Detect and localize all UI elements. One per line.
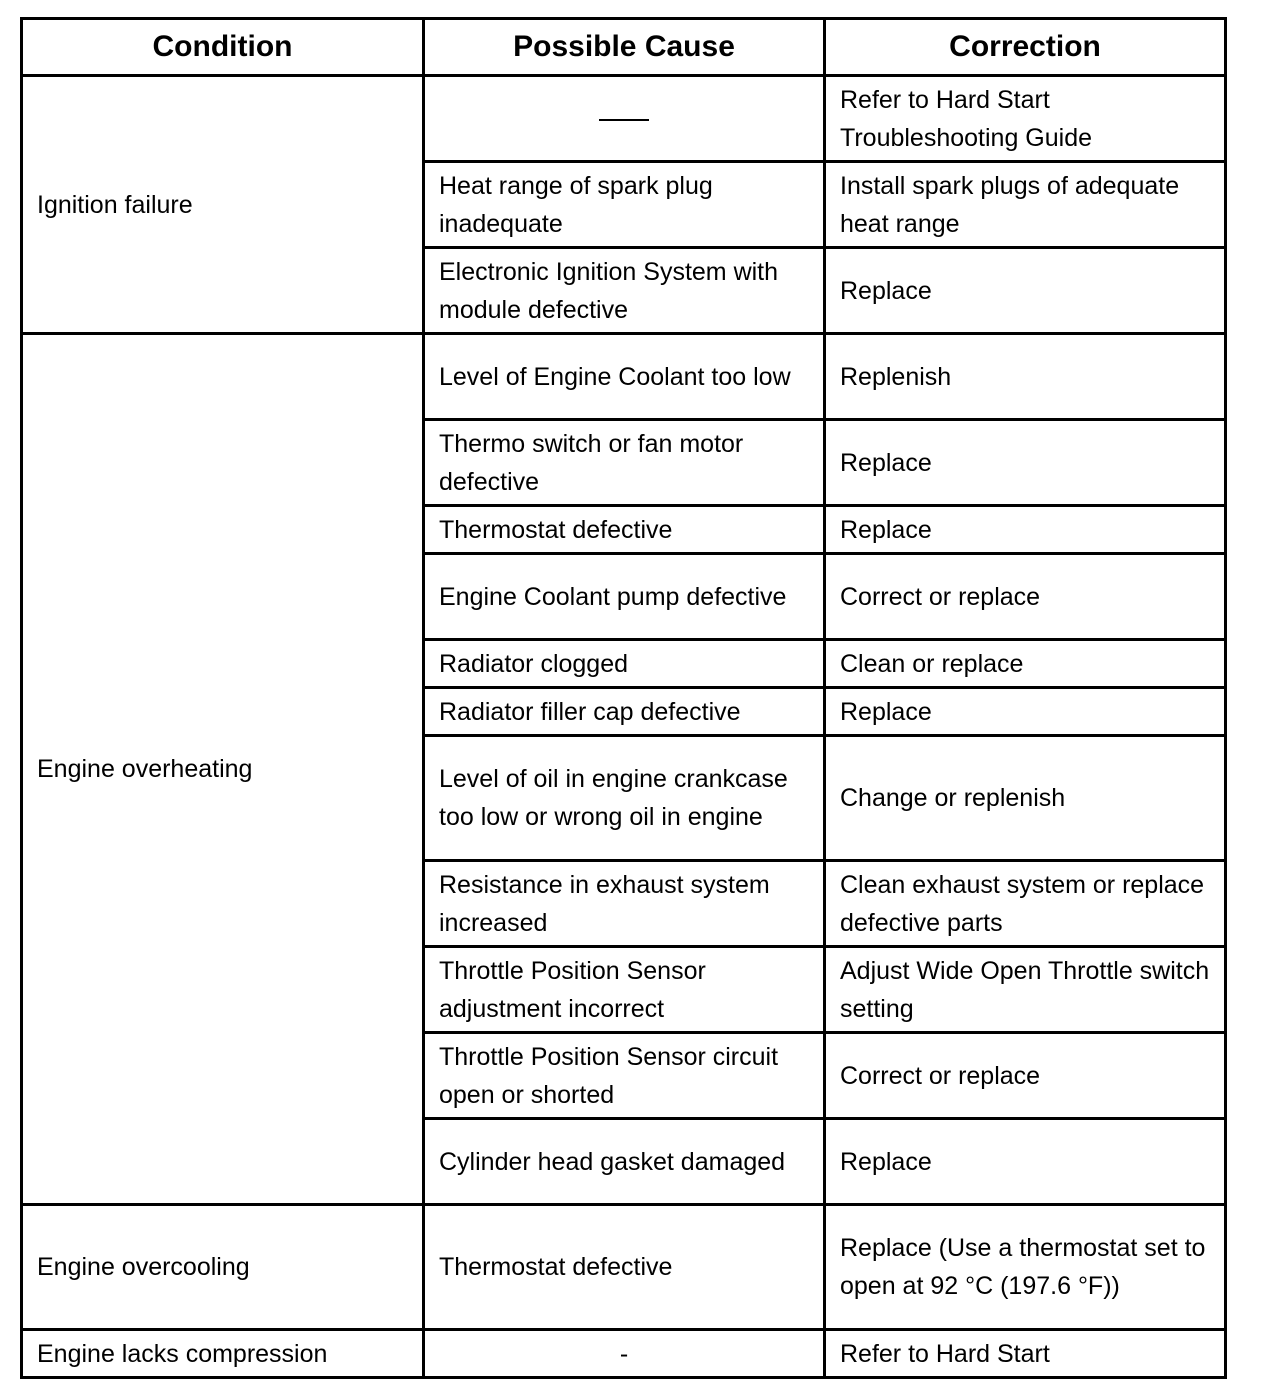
cause-cell (424, 76, 825, 162)
cause-cell: Radiator clogged (424, 640, 825, 688)
cause-cell: Electronic Ignition System with module defective (424, 248, 825, 334)
cause-cell: Resistance in exhaust system increased (424, 861, 825, 947)
condition-cell: Engine lacks compression (22, 1330, 424, 1378)
cause-cell: Thermostat defective (424, 506, 825, 554)
correction-cell: Replace (825, 688, 1226, 736)
condition-cell: Engine overcooling (22, 1205, 424, 1330)
cause-cell: Radiator filler cap defective (424, 688, 825, 736)
correction-cell: Replace (825, 506, 1226, 554)
correction-cell: Replenish (825, 334, 1226, 420)
correction-cell: Correct or replace (825, 554, 1226, 640)
cause-cell: Throttle Position Sensor adjustment incorrect (424, 947, 825, 1033)
correction-cell: Replace (825, 420, 1226, 506)
table-row (22, 1330, 1226, 1378)
header-condition: Condition (22, 19, 424, 76)
cause-cell: Throttle Position Sensor circuit open or shorted (424, 1033, 825, 1119)
correction-cell: Replace (825, 1119, 1226, 1205)
long-dash-icon (599, 119, 649, 121)
correction-cell: Replace (825, 248, 1226, 334)
condition-cell: Engine overheating (22, 334, 424, 1205)
cause-cell: Heat range of spark plug inadequate (424, 162, 825, 248)
correction-cell: Clean or replace (825, 640, 1226, 688)
correction-cell: Refer to Hard Start (825, 1330, 1226, 1378)
cause-cell: Level of Engine Coolant too low (424, 334, 825, 420)
troubleshooting-table (20, 17, 1227, 1379)
cause-cell: Level of oil in engine crankcase too low or wrong oil in engine (424, 736, 825, 861)
header-row (22, 19, 1226, 76)
cause-cell: Thermostat defective (424, 1205, 825, 1330)
header-correction: Correction (825, 19, 1226, 76)
cause-cell: - (424, 1330, 825, 1378)
cause-cell: Engine Coolant pump defective (424, 554, 825, 640)
correction-cell: Adjust Wide Open Throttle switch setting (825, 947, 1226, 1033)
table-row (22, 334, 1226, 420)
correction-cell: Replace (Use a thermostat set to open at 92 °C (197.6 °F)) (825, 1205, 1226, 1330)
correction-cell: Install spark plugs of adequate heat range (825, 162, 1226, 248)
cause-cell: Cylinder head gasket damaged (424, 1119, 825, 1205)
condition-cell: Ignition failure (22, 76, 424, 334)
table-row (22, 1205, 1226, 1330)
cause-cell: Thermo switch or fan motor defective (424, 420, 825, 506)
header-possible-cause: Possible Cause (424, 19, 825, 76)
correction-cell: Clean exhaust system or replace defective parts (825, 861, 1226, 947)
correction-cell: Correct or replace (825, 1033, 1226, 1119)
table-row (22, 76, 1226, 162)
correction-cell: Change or replenish (825, 736, 1226, 861)
correction-cell: Refer to Hard Start Troubleshooting Guide (825, 76, 1226, 162)
